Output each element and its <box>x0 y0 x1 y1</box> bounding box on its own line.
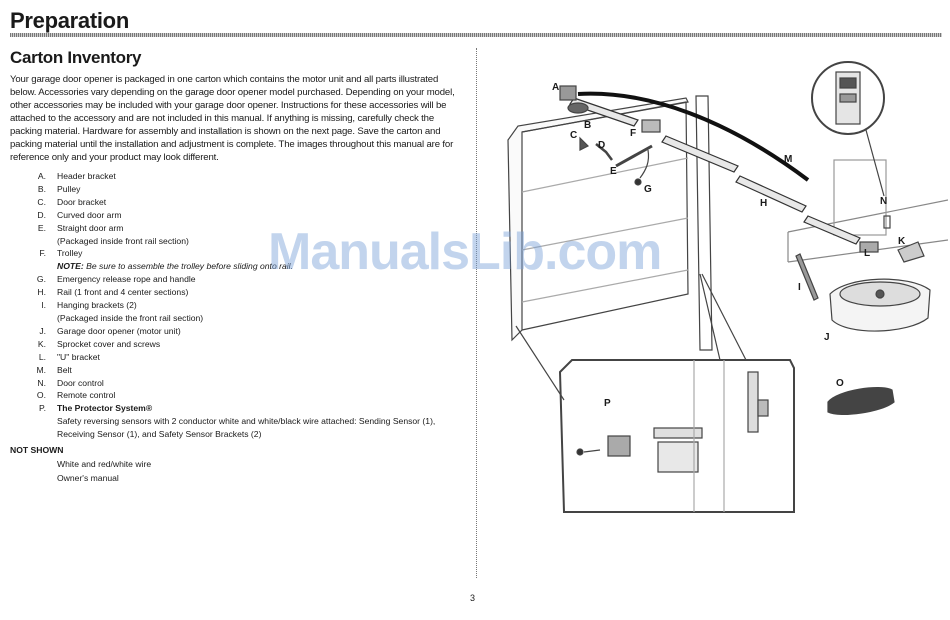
parts-diagram <box>488 50 948 530</box>
inventory-letter: H. <box>37 287 46 298</box>
page-header <box>0 0 950 40</box>
inventory-item <box>10 377 465 390</box>
diagram-label-o: O <box>836 378 844 389</box>
diagram-label-n: N <box>880 196 888 207</box>
diagram-label-h: H <box>760 198 768 209</box>
inventory-item <box>10 183 465 196</box>
not-shown-list <box>10 457 465 485</box>
inventory-item <box>10 196 465 209</box>
inventory-letter: C. <box>37 196 46 207</box>
section-title: Carton Inventory <box>10 48 142 67</box>
inventory-item <box>10 325 465 338</box>
inventory-note-label: NOTE: <box>57 261 84 272</box>
diagram-label-e: E <box>610 166 617 177</box>
inventory-letter: F. <box>39 248 46 259</box>
inventory-item <box>10 299 465 325</box>
inventory-letter: N. <box>37 377 46 388</box>
parts-illustration <box>488 50 948 530</box>
inventory-letter: A. <box>37 171 46 181</box>
inventory-text: Curved door arm <box>57 209 122 220</box>
inventory-letter: B. <box>37 183 46 194</box>
inventory-letter: G. <box>36 274 46 285</box>
inventory-item <box>10 389 465 402</box>
diagram-label-c: C <box>570 130 578 141</box>
not-shown-item: Owner's manual <box>57 473 119 484</box>
inventory-text: Straight door arm <box>57 222 124 233</box>
inventory-letter: O. <box>36 390 46 401</box>
diagram-label-j: J <box>824 332 830 343</box>
inventory-text: Hanging brackets (2) <box>57 300 137 311</box>
inventory-letter: J. <box>39 325 46 336</box>
inventory-letter: D. <box>37 209 46 220</box>
inventory-text: "U" bracket <box>57 351 100 362</box>
inventory-item <box>10 247 465 273</box>
inventory-text: Belt <box>57 364 72 375</box>
inventory-letter: I. <box>41 300 46 311</box>
inventory-text: The Protector System® <box>57 403 153 414</box>
inventory-item <box>10 273 465 286</box>
inventory-note-text: Be sure to assemble the trolley before sliding onto rail. <box>86 261 293 272</box>
diagram-label-l: L <box>864 248 871 259</box>
inventory-list <box>10 170 465 441</box>
inventory-text: Remote control <box>57 390 116 401</box>
inventory-note <box>10 260 465 273</box>
inventory-subtext: (Packaged inside front rail section) <box>57 235 189 246</box>
diagram-label-k: K <box>898 236 906 247</box>
intro-paragraph: Your garage door opener is packaged in one carton which contains the motor unit and all parts illustrated below. Accessories vary depending on the garage door opener model purchased. Depending on your model, other accessories may be included with your garage door opener. Instructions for these accessories will be attached to the accessory and are not included in this manual. If anything is missing, carefully check the packing material. Hardware for assembly and installation is shown on the next page. Save the carton and packing material until the installation and adjustment is complete. The images throughout this manual are for reference only and your product may look different. <box>10 74 455 163</box>
diagram-label-b: B <box>584 120 592 131</box>
column-divider <box>476 48 477 578</box>
inventory-subtext: (Packaged inside the front rail section) <box>57 312 204 323</box>
inventory-column <box>10 48 465 485</box>
inventory-letter: M. <box>36 364 46 375</box>
inventory-subtext: Safety reversing sensors with 2 conductor white and white/black wire attached: Sending Sensor (1), Receiving Sensor (1), and Safety Sensor Brackets (2) <box>57 416 436 440</box>
inventory-letter: L. <box>38 351 46 362</box>
page-title: Preparation <box>10 8 129 33</box>
inventory-text: Trolley <box>57 248 83 259</box>
inventory-letter: K. <box>37 338 46 349</box>
header-rule <box>10 33 942 37</box>
inventory-letter: E. <box>37 222 46 233</box>
inventory-text: Door control <box>57 377 104 388</box>
inventory-text: Sprocket cover and screws <box>57 338 161 349</box>
diagram-label-f: F <box>630 128 637 139</box>
diagram-label-p: P <box>604 398 611 409</box>
diagram-label-i: I <box>798 282 801 293</box>
diagram-label-a: A <box>552 82 560 93</box>
inventory-item <box>10 170 465 183</box>
inventory-item <box>10 209 465 222</box>
inventory-text: Pulley <box>57 183 81 194</box>
inventory-item <box>10 402 465 441</box>
inventory-text: Garage door opener (motor unit) <box>57 325 181 336</box>
inventory-item <box>10 351 465 364</box>
inventory-item <box>10 286 465 299</box>
watermark: ManualsLib.com <box>268 223 662 281</box>
inventory-item <box>10 338 465 351</box>
inventory-letter: P. <box>38 403 46 414</box>
not-shown-item: White and red/white wire <box>57 459 152 470</box>
inventory-item <box>10 222 465 248</box>
page-number: 3 <box>470 593 476 603</box>
inventory-text: Rail (1 front and 4 center sections) <box>57 287 189 298</box>
diagram-label-m: M <box>784 154 793 165</box>
not-shown-label: NOT SHOWN <box>10 445 64 456</box>
inventory-text: Door bracket <box>57 196 107 207</box>
diagram-label-g: G <box>644 184 652 195</box>
inventory-item <box>10 364 465 377</box>
inventory-text: Header bracket <box>57 171 116 181</box>
inventory-text: Emergency release rope and handle <box>57 274 196 285</box>
diagram-label-d: D <box>598 140 606 151</box>
